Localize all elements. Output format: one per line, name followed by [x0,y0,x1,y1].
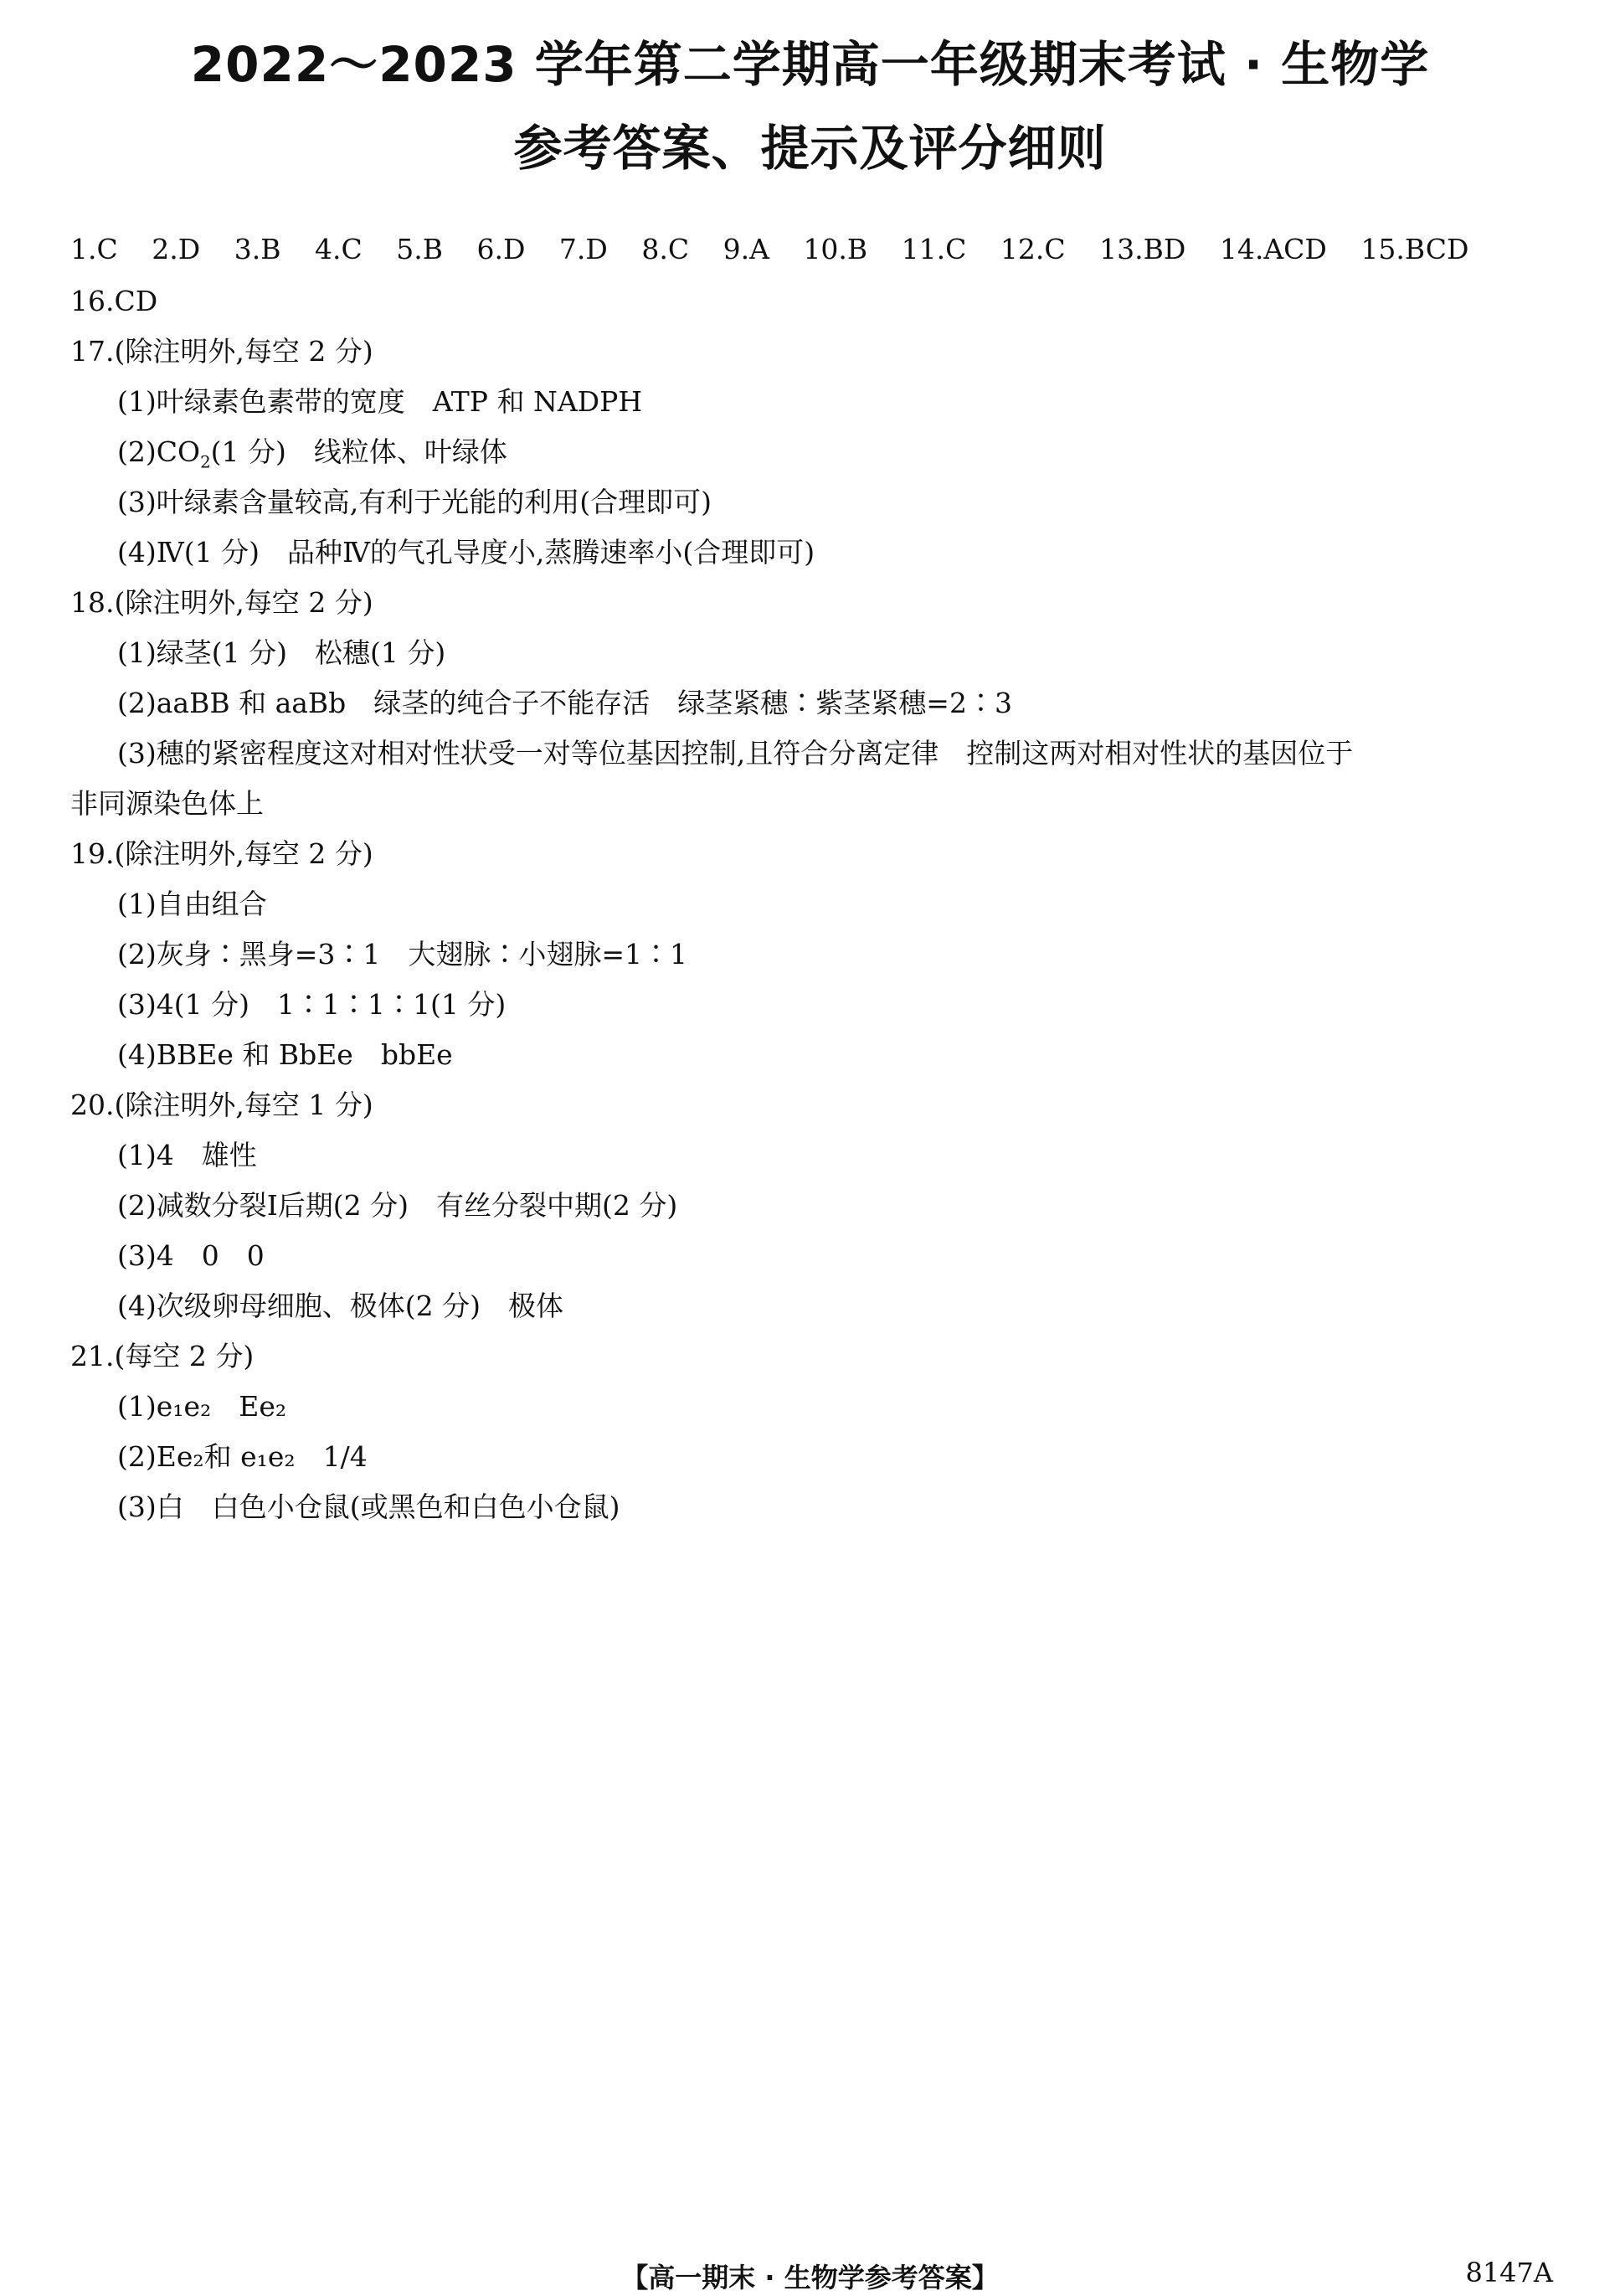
choice-answer: 2.D [152,233,201,265]
q21-heading: 21.(每空 2 分) [70,1340,255,1372]
choice-answer: 7.D [558,233,608,265]
q18-answer-1: (1)绿茎(1 分) 松穗(1 分) [117,636,446,669]
q19-answer-3: (3)4(1 分) 1∶1∶1∶1(1 分) [117,988,507,1021]
exam-subtitle: 参考答案、提示及评分细则 [513,120,1107,177]
q17-answer-1: (1)叶绿素色素带的宽度 ATP 和 NADPH [117,385,643,418]
document-code: 8147A [1465,2257,1553,2288]
q17-answer-2: $(2)CO_2(1$ 分) 线粒体、叶绿体 [117,435,507,472]
q19-answer-1: (1)自由组合 [117,888,267,920]
choice-answer: 13.BD [1099,233,1186,265]
q20-answer-3: (3)4 0 0 [117,1239,265,1272]
q20-answer-4: (4)次级卵母细胞、极体(2 分) 极体 [117,1290,563,1322]
page-footer: 【高一期末 · 生物学参考答案】 [621,2262,999,2293]
choice-answer: 5.B [396,233,443,265]
q18-answer-2: (2)aaBB 和 aaBb 绿茎的纯合子不能存活 绿茎紧穗∶紫茎紧穗=2∶3 [117,687,1012,719]
choice-answer: 11.C [901,233,967,265]
q19-answer-2: (2)灰身∶黑身=3∶1 大翅脉∶小翅脉=1∶1 [117,938,688,970]
choice-answer: 14.ACD [1219,233,1327,265]
q21-answer-3: (3)白 白色小仓鼠(或黑色和白色小仓鼠) [117,1490,620,1523]
choice-answer-16: 16.CD [70,285,158,317]
choice-answer: 8.C [641,233,690,265]
choice-answer: 6.D [476,233,526,265]
choice-answer: 12.C [1000,233,1066,265]
choice-answer: 1.C [70,233,118,265]
q21-answer-1: (1)e₁e₂ Ee₂ [117,1390,287,1423]
choice-answer: 3.B [234,233,281,265]
q20-answer-2: (2)减数分裂Ⅰ后期(2 分) 有丝分裂中期(2 分) [117,1189,678,1222]
q19-answer-4: (4)BBEe 和 BbEe bbEe [117,1038,453,1071]
q19-heading: 19.(除注明外,每空 2 分) [70,837,373,870]
q18-answer-3: (3)穗的紧密程度这对相对性状受一对等位基因控制,且符合分离定律 控制这两对相对性状的基因位于 [117,737,1354,770]
q21-answer-2: (2)Ee₂和 e₁e₂ 1/4 [117,1440,368,1473]
q20-heading: 20.(除注明外,每空 1 分) [70,1089,373,1121]
q17-answer-3: (3)叶绿素含量较高,有利于光能的利用(合理即可) [117,486,712,518]
q18-heading: 18.(除注明外,每空 2 分) [70,586,373,619]
choice-answer: 15.BCD [1360,233,1469,265]
choice-answer: 9.A [723,233,769,265]
exam-title: 2022～2023 学年第二学期高一年级期末考试 · 生物学 [190,36,1430,93]
q17-heading: 17.(除注明外,每空 2 分) [70,335,373,368]
q18-answer-3-cont: 非同源染色体上 [70,787,264,820]
q20-answer-1: (1)4 雄性 [117,1139,257,1171]
choice-answer: 10.B [803,233,868,265]
q17-answer-4: (4)Ⅳ(1 分) 品种Ⅳ的气孔导度小,蒸腾速率小(合理即可) [117,536,815,569]
choice-answers [70,233,1494,265]
choice-answer: 4.C [314,233,363,265]
